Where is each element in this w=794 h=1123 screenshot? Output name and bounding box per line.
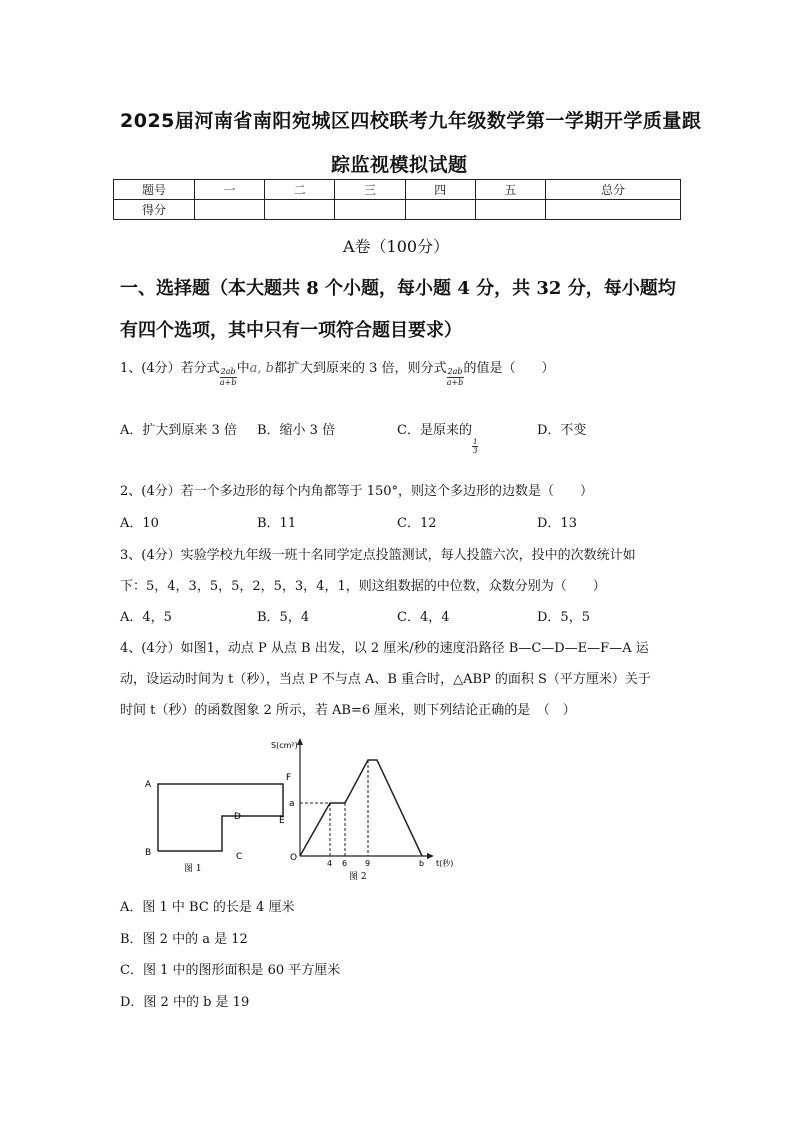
header-cell: 题号 (114, 180, 195, 200)
q3-option-a[interactable]: A．4，5 (120, 610, 172, 625)
fig1-label-a: A (145, 780, 152, 790)
q4-option-b[interactable]: B．图 2 中的 a 是 12 (120, 932, 248, 947)
score-table-header-row (114, 180, 681, 200)
header-cell: 四 (405, 180, 475, 200)
header-cell: 二 (265, 180, 335, 200)
score-cell[interactable] (195, 200, 265, 220)
volume-heading: A卷（100分） (343, 237, 450, 256)
q2-option-b[interactable]: B．11 (257, 516, 297, 531)
question-4-figures (140, 735, 470, 885)
fig2-tick-4: 4 (327, 859, 333, 868)
q1-option-c[interactable] (397, 419, 478, 455)
fig1-label-c: C (236, 852, 243, 862)
fraction-numerator: 2ab (220, 367, 236, 376)
fig2-caption: 图 2 (349, 872, 367, 882)
q4-option-c[interactable]: C．图 1 中的图形面积是 60 平方厘米 (120, 963, 341, 978)
q4-option-a[interactable]: A．图 1 中 BC 的长是 4 厘米 (120, 900, 295, 915)
fig1-caption: 图 1 (184, 864, 202, 874)
q3-option-b[interactable]: B．5，4 (257, 610, 310, 625)
row-label: 得分 (114, 200, 195, 220)
score-table (113, 179, 681, 220)
header-cell: 总分 (546, 180, 681, 200)
q1-fraction (220, 367, 237, 388)
q1-mid1: 中 (236, 361, 250, 376)
fig2-tick-9: 9 (365, 859, 371, 868)
question-2: 2、(4分）若一个多边形的每个内角都等于 150°，则这个多边形的边数是（ ） (120, 484, 594, 499)
fig2-x-label: t(秒) (436, 859, 454, 868)
question-4-line-3: 时间 t（秒）的函数图象 2 所示，若 AB=6 厘米，则下列结论正确的是 （ ） (120, 703, 576, 718)
fig2-graph-line (300, 760, 422, 856)
q2-option-a[interactable]: A．10 (120, 516, 159, 531)
question-1 (120, 357, 555, 387)
q1-option-c-text: C．是原来的 (397, 423, 472, 438)
score-cell[interactable] (475, 200, 545, 220)
q1-mid2: 都扩大到原来的 3 倍，则分式 (273, 361, 447, 376)
figure-1-shape (158, 784, 283, 851)
fig1-label-b: B (145, 848, 152, 858)
fig1-label-f: F (286, 773, 292, 783)
q4-option-d[interactable]: D．图 2 中的 b 是 19 (120, 995, 250, 1010)
fig2-tick-6: 6 (342, 859, 348, 868)
question-3-line-2: 下：5，4，3，5，5，2，5，3，4，1，则这组数据的中位数，众数分别为（ ） (120, 579, 606, 594)
q1-option-c-fraction (472, 438, 478, 455)
section-heading-line-2: 有四个选项，其中只有一项符合题目要求） (120, 320, 462, 341)
question-3-line-1: 3、(4分）实验学校九年级一班十名同学定点投篮测试，每人投篮六次，投中的次数统计如 (120, 548, 636, 563)
q1-suffix: 的值是（ ） (463, 361, 555, 376)
header-cell: 五 (475, 180, 545, 200)
fig2-origin-label: O (290, 853, 298, 863)
section-heading-line-1: 一、选择题（本大题共 8 个小题，每小题 4 分，共 32 分，每小题均 (120, 278, 676, 299)
q2-option-d[interactable]: D．13 (537, 516, 577, 531)
q3-option-c[interactable]: C．4，4 (397, 610, 450, 625)
q3-option-d[interactable]: D．5，5 (537, 610, 590, 625)
fig2-x-arrow (427, 853, 434, 859)
fraction-numerator: 1 (472, 438, 478, 446)
q1-vars: a, b (249, 361, 274, 376)
fig1-label-e: E (279, 816, 285, 826)
fraction-denominator: a+b (446, 378, 464, 387)
question-4-line-1: 4、(4分）如图1，动点 P 从点 B 出发，以 2 厘米/秒的速度沿路径 B—C—D—E—F—A 运 (120, 641, 649, 656)
score-cell[interactable] (265, 200, 335, 220)
fig2-a-label: a (289, 799, 295, 809)
q2-option-c[interactable]: C．12 (397, 516, 437, 531)
score-cell[interactable] (546, 200, 681, 220)
score-table-score-row (114, 200, 681, 220)
q1-option-a[interactable]: A．扩大到原来 3 倍 (120, 423, 237, 438)
q1-option-d[interactable]: D．不变 (537, 423, 587, 438)
fig2-y-arrow (297, 738, 303, 745)
header-cell: 三 (335, 180, 405, 200)
score-cell[interactable] (405, 200, 475, 220)
q1-fraction-2 (447, 367, 464, 388)
fraction-denominator: 3 (472, 447, 478, 455)
score-cell[interactable] (335, 200, 405, 220)
fig2-b-label: b (419, 859, 425, 868)
fig1-label-d: D (234, 812, 241, 822)
fraction-denominator: a+b (219, 378, 237, 387)
title-line-1: 2025届河南省南阳宛城区四校联考九年级数学第一学期开学质量跟 (120, 110, 702, 132)
fig2-y-label: S(cm²) (271, 741, 298, 750)
header-cell: 一 (195, 180, 265, 200)
title-line-2: 踪监视模拟试题 (331, 154, 468, 176)
fraction-numerator: 2ab (447, 367, 463, 376)
question-4-line-2: 动，设运动时间为 t（秒），当点 P 不与点 A、B 重合时，△ABP 的面积 S（平方厘米）关于 (120, 672, 651, 687)
q1-prefix: 1、(4分）若分式 (120, 361, 220, 376)
q1-option-b[interactable]: B．缩小 3 倍 (257, 423, 336, 438)
